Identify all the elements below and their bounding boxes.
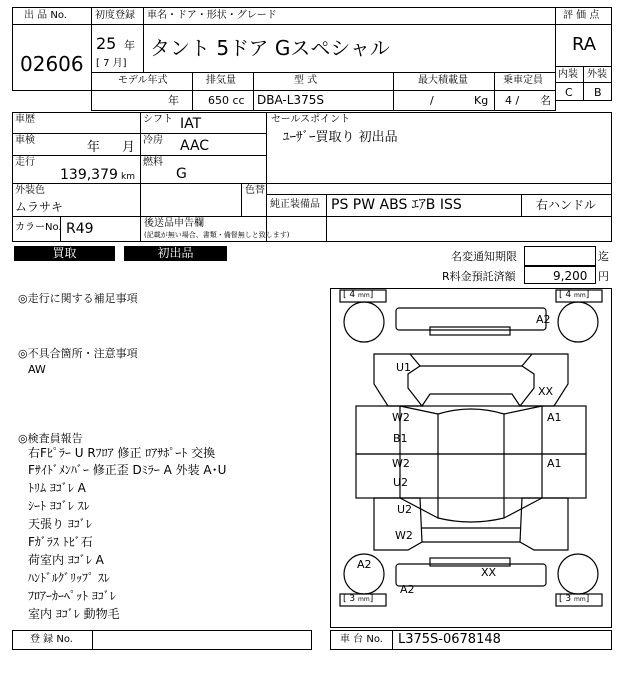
recycle-unit: 円 (598, 270, 609, 283)
tire-front-right-value: 4 (565, 290, 572, 300)
mark-left-rear-door-2: U2 (393, 476, 409, 489)
mileage-unit: km (121, 172, 135, 182)
capacity-label: 乗車定員 (503, 75, 543, 86)
type-value: DBA-L375S (257, 93, 324, 107)
lot-no: 02606 (20, 52, 84, 76)
capacity: 4 / (505, 94, 520, 107)
shift-value: IAT (180, 116, 202, 132)
chassis-label: 車 台 No. (340, 634, 383, 645)
report-line: ﾌﾛｱｰｶｰﾍﾟｯﾄ ﾖｺﾞﾚ (28, 589, 116, 603)
inspection-label: 車検 (15, 135, 35, 146)
equipment: PS PW ABS ｴｱB ISS (331, 197, 462, 213)
car-name-label: 車名・ドア・形状・グレード (147, 10, 277, 21)
report-line: 天張り ﾖｺﾞﾚ (28, 517, 92, 531)
mark-rear-left-2: W2 (395, 529, 413, 542)
mark-left-front-door-2: B1 (393, 432, 408, 445)
tire-unit: mm (357, 292, 370, 299)
mark-left-rear-tire: A2 (357, 558, 372, 571)
shift-label: シフト (143, 114, 173, 125)
running-notes-label: ◎走行に関する補足事項 (18, 292, 138, 305)
mark-rear-left: U2 (397, 503, 413, 516)
ext-color-label: 外装色 (15, 185, 45, 196)
mark-right-front-door: A1 (547, 411, 562, 424)
tire-unit: mm (357, 596, 370, 603)
mark-right-front: XX (538, 385, 554, 398)
report-line: 室内 ﾖｺﾞﾚ 動物毛 (28, 607, 120, 621)
report-line: 右Fﾋﾟﾗｰ U Rﾌﾛｱ 修正 ﾛｱｻﾎﾟｰﾄ 交換 (28, 446, 216, 460)
ac-label: 冷房 (143, 135, 163, 146)
car-diagram (330, 288, 612, 628)
mark-rear-bumper-1: XX (481, 566, 497, 579)
report-line: Fｻｲﾄﾞﾒﾝﾊﾞｰ 修正歪 Dﾐﾗｰ A 外装 A･U (28, 463, 227, 477)
tire-front-left: [ 4 mm] (343, 290, 374, 300)
type-label: 型 式 (294, 75, 318, 86)
sales-point-label: セールスポイント (271, 114, 351, 125)
sales-point: ﾕｰｻﾞｰ買取り 初出品 (283, 130, 398, 145)
mark-front: A2 (536, 313, 551, 326)
defects-value: AW (28, 363, 46, 376)
max-load: / (430, 94, 434, 107)
reg-year: 25 (96, 34, 117, 53)
ac-value: AAC (180, 138, 210, 154)
purchase-badge: 買取 (14, 246, 115, 261)
displacement-label: 排気量 (206, 75, 236, 86)
inspection-month: 月 (122, 140, 136, 155)
reg-year-unit: 年 (124, 39, 135, 52)
interior-grade: C (565, 86, 573, 99)
defects-label: ◎不具合箇所・注意事項 (18, 347, 138, 360)
name-change-label: 名変通知期限 (451, 250, 517, 263)
tire-rear-left: [ 3 mm] (343, 594, 374, 604)
model-year-unit: 年 (168, 94, 179, 107)
first-listing-badge: 初出品 (124, 246, 227, 261)
tire-unit: mm (573, 292, 586, 299)
mileage: 139,379 (60, 167, 118, 183)
interior-label: 内装 (558, 69, 578, 80)
exterior-grade: B (594, 86, 602, 99)
steering: 右ハンドル (536, 198, 597, 212)
mark-right-rear-door: A1 (547, 457, 562, 470)
ext-color: ムラサキ (15, 200, 64, 214)
report-line: ﾊﾝﾄﾞﾙｸﾞﾘｯﾌﾟ ｽﾚ (28, 571, 110, 585)
mileage-label: 走行 (15, 157, 35, 168)
car-name: タント 5ドア Gスペシャル (150, 36, 390, 60)
capacity-unit: 名 (540, 94, 551, 107)
fuel-label: 燃料 (143, 157, 163, 168)
inspection-year: 年 (87, 140, 101, 155)
name-change-suffix: 迄 (598, 250, 609, 263)
history-label: 車歴 (15, 114, 35, 125)
aftermarket-label: 後送品申告欄 (144, 218, 204, 229)
tire-front-right: [ 4 mm] (559, 290, 590, 300)
rating-label: 評 価 点 (563, 10, 600, 21)
mark-left-rear-door: W2 (392, 457, 410, 470)
recycle-label: R料金預託済額 (442, 270, 516, 283)
tire-front-left-value: 4 (349, 290, 356, 300)
mark-hood: U1 (396, 361, 412, 374)
report-line: Fｶﾞﾗｽ ﾄﾋﾞ石 (28, 535, 93, 549)
report-line: ﾄﾘﾑ ﾖｺﾞﾚ A (28, 481, 86, 495)
model-year-label: モデル年式 (118, 75, 168, 86)
registration-label: 登 録 No. (30, 634, 73, 645)
mark-left-front-door: W2 (392, 411, 410, 424)
report-line: ｼｰﾄ ﾖｺﾞﾚ ｽﾚ (28, 499, 90, 513)
aftermarket-note: (記載が無い場合、書類・備督無しと致します) (144, 231, 290, 239)
inspector-label: ◎検査員報告 (18, 432, 83, 445)
tire-rear-left-value: 3 (349, 594, 356, 604)
reg-month: [ 7 月] (96, 58, 127, 69)
fuel-value: G (176, 166, 187, 182)
name-change-box (524, 246, 596, 266)
color-no-label: カラーNo. (15, 222, 62, 233)
exterior-label: 外装 (587, 69, 607, 80)
tire-rear-right: [ 3 mm] (559, 594, 590, 604)
first-reg-label: 初度登録 (95, 10, 135, 21)
max-load-unit: Kg (474, 94, 489, 107)
max-load-label: 最大積載量 (418, 75, 468, 86)
recycle-value: 9,200 (553, 269, 588, 283)
color-change-label: 色替 (245, 185, 265, 196)
equipment-label: 純正装備品 (270, 199, 320, 210)
tire-rear-right-value: 3 (565, 594, 572, 604)
chassis-no: L375S-0678148 (398, 632, 501, 647)
displacement: 650 cc (208, 94, 245, 107)
rating-value: RA (572, 34, 597, 55)
mark-rear-bumper-2: A2 (400, 583, 415, 596)
lot-no-label: 出 品 No. (24, 10, 67, 21)
color-no: R49 (66, 221, 94, 237)
tire-unit: mm (573, 596, 586, 603)
report-line: 荷室内 ﾖｺﾞﾚ A (28, 553, 104, 567)
